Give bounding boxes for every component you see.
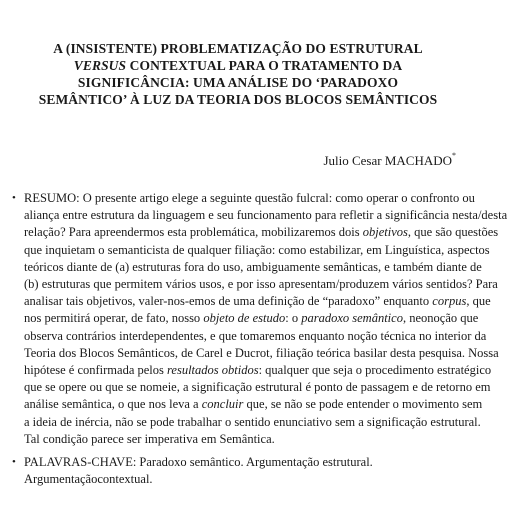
author-byline: [323, 153, 456, 169]
text-segment: : o: [285, 311, 302, 326]
abstract-line: [24, 242, 490, 259]
text-segment: RESUMO: O presente artigo elege a seguinte questão fulcral: como operar o confronto ou: [24, 191, 475, 205]
text-segment: que se opere ou que se nomeie, a significação estrutural é ponto de passagem e de retorno em: [24, 380, 491, 395]
text-segment: que, se não se pode entender o movimento sem: [243, 397, 483, 412]
text-segment: , que: [466, 294, 491, 309]
keywords-bullet: •: [12, 456, 16, 468]
abstract-paragraph: [12, 190, 507, 448]
abstract-line: [24, 414, 481, 431]
keywords-paragraph: [12, 454, 458, 488]
abstract-line: [24, 276, 498, 293]
italic-term: paradoxo semântico: [301, 311, 403, 326]
text-segment: que inquietam o semanticista de qualquer filiação: como estabilizar, em Linguística, aspectos: [24, 242, 490, 257]
text-segment: observa contrários interdependentes, e que tomaremos enquanto noção técnica no interior da: [24, 328, 487, 343]
abstract-line: [24, 224, 499, 241]
text-segment: , que são questões: [407, 225, 499, 240]
text-segment: hipótese é confirmada pelos: [24, 363, 168, 378]
article-title: [10, 40, 466, 108]
author-footnote-mark: *: [452, 151, 456, 160]
italic-term: objeto de estudo: [203, 311, 286, 326]
abstract-line: [24, 293, 491, 310]
text-segment: , neonoção que: [402, 311, 479, 326]
abstract-line: [24, 345, 499, 362]
abstract-line: [24, 379, 491, 396]
text-segment: análise semântica, o que nos leva a: [24, 397, 202, 412]
title-italic-versus: VERSUS: [73, 58, 127, 73]
abstract-line: [24, 396, 483, 413]
abstract-line: [24, 431, 458, 448]
abstract-bullet: •: [12, 192, 16, 204]
text-segment: a ideia de inércia, não se pode trabalhar o sentido enunciativo sem a significação estrutural.: [24, 414, 481, 429]
title-line-2: [10, 57, 466, 74]
text-segment: contextual.: [97, 472, 153, 487]
keywords-line: [97, 472, 152, 486]
abstract-line: [24, 328, 487, 345]
text-segment: nos permitirá operar, de fato, nosso: [24, 311, 204, 326]
text-segment: : qualquer que seja o procedimento estratégico: [258, 363, 492, 378]
title-line-4: SEMÂNTICO’ À LUZ DA TEORIA DOS BLOCOS SEMÂNTICOS: [38, 92, 438, 107]
text-segment: teóricos diante de (a) estruturas fora do uso, ambiguamente semânticas, e também diante de: [24, 259, 482, 274]
title-line-1: A (INSISTENTE) PROBLEMATIZAÇÃO DO ESTRUTURAL: [53, 41, 423, 56]
text-segment: Teoria dos Blocos Semânticos, de Carel e Ducrot, filiação teórica basilar desta pesquisa. Nossa: [24, 345, 499, 360]
text-segment: relação? Para apreendermos esta problemática, mobilizaremos dois: [24, 225, 363, 240]
author-name: Julio Cesar MACHADO: [323, 153, 452, 168]
abstract-line: [24, 190, 475, 207]
abstract-line: [24, 259, 482, 276]
keywords-line: [24, 455, 373, 486]
title-line-2-rest: CONTEXTUAL PARA O TRATAMENTO DA: [126, 58, 403, 73]
italic-term: objetivos: [362, 225, 408, 240]
abstract-line: [24, 362, 492, 379]
text-segment: analisar tais objetivos, valer-nos-emos de uma definição de “paradoxo” enquanto: [24, 294, 433, 309]
abstract-line: [24, 207, 507, 224]
text-segment: PALAVRAS-CHAVE: Paradoxo semântico. Argumentação estrutural. Argumentação: [24, 455, 373, 487]
text-segment: (b) estruturas que permitem vários usos, e por isso apresentam/produzem vários sentidos? Para: [24, 277, 498, 292]
italic-term: resultados obtidos: [167, 363, 259, 378]
text-segment: aliança entre estrutura da linguagem e seu funcionamento para refletir a significância nesta/desta: [24, 208, 507, 223]
italic-term: concluir: [201, 397, 244, 412]
abstract-line: [24, 310, 479, 327]
italic-term: corpus: [432, 294, 467, 309]
text-segment: Tal condição parece ser imperativa em Semântica.: [24, 431, 275, 446]
title-line-3: SIGNIFICÂNCIA: UMA ANÁLISE DO ‘PARADOXO: [77, 75, 399, 90]
